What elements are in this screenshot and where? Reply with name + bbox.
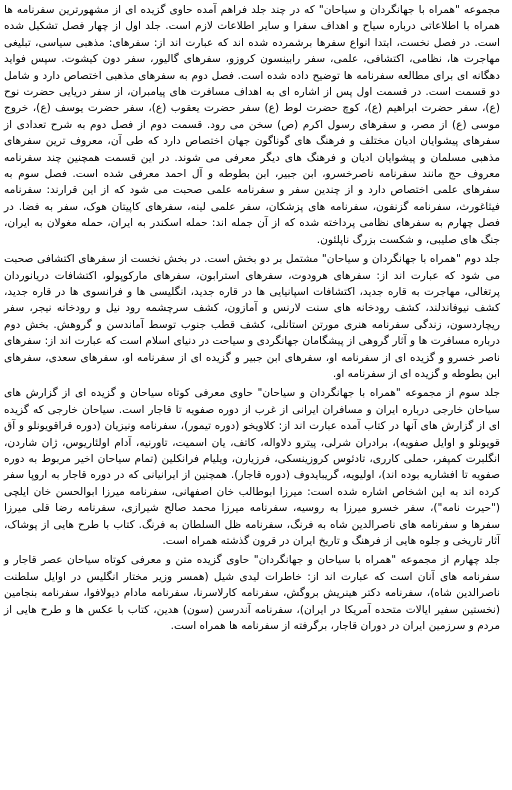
- paragraph-volume-1: مجموعه "همراه با جهانگردان و سیاحان" که در چند جلد فراهم آمده حاوی گزیده ای از مشهورترین سفرنامه ها همراه با اطلاعاتی درباره سیاح و اهداف سفرا و سایر اطلاعات لازم است. جلد اول از چهار فصل تشکیل شده است. در فصل نخست، ابتدا انواع سفرها برشمرده شده اند که عبارت اند از: سفرهای: مذهبی سیاسی، تبلیغی مهاجرت ها، نظامی، اکتشافی، علمی، سفر رابینسون کروزو، سفرهای گالیور، سفر دون کیشوت. سپس فواید دهگانه ای برای مطالعه سفرنامه ها توضیح داده شده است. فصل دوم به سفرهای مذهبی اختصاص دارد و شامل دو قسمت است. در قسمت اول پس از اشاره ای به اهداف مسافرت های پیامبران، از سفر دریایی حضرت نوح (ع)، سفر حضرت ابراهیم (ع)، کوچ حضرت لوط (ع) سفر حضرت یعقوب (ع)، سفر حضرت یوسف (ع)، خروج موسی (ع) از مصر، و سفرهای رسول اکرم (ص) سخن می رود. قسمت دوم از فصل دوم به شرح تعدادی از سفرهای پیشوایان ادیان مختلف و فرهنگ های گوناگون جهان اختصاص دارد که طی آن، معروف ترین سفرهای مذهبی مسلمان و پیشوایان ادیان و فرهنگ های دیگر معرفی می شوند. در این قسمت همچنین چند سفرنامه معروف حج مانند سفرنامه ناصرخسرو، ابن جبیر، ابن بطوطه و آل احمد معرفی شده است. فصل سوم به سفرهای علمی اختصاص دارد و از چندین سفر و سفرنامه علمی صحبت می شود که از این قرارند: سفرنامه فیثاغورث، سفرنامه گزنفون، سفرنامه های پزشکان، سفر علمی لینه، سفرهای کاپیتان هوک، سفر به فضا. در فصل چهارم به سفرهای نظامی پرداخته شده که از آن جمله اند: حمله اسکندر به ایران، حمله مغولان به ایران، جنگ های صلیبی، و شکست بزرگ ناپلئون.: [4, 4, 500, 246]
- paragraph-volume-2: جلد دوم "همراه با جهانگردان و سیاحان" مشتمل بر دو بخش است. در بخش نخست از سفرهای اکتشافی صحبت می شود که عبارت اند از: سفرهای هرودوت، سفرهای استرابون، سفرهای مارکوپولو، اکتشافات دریانوردان پرتغالی، مهاجرت به قاره جدید، اکتشافات اسپانیایی ها در قاره جدید، انگلیسی ها و فرانسوی ها در قاره جدید، کشف نیوفاندلند، کشف رودخانه های سنت لارنس و آمازون، کشف سرچشمه رود نیل و رودخانه نیجر، سفر ریچاردسون، زندگی سفرنامه هنری مورتن استانلی، کشف قطب جنوب توسط آماندسن و گروهش. بخش دوم درباره مسافرت ها و آثار گروهی از پیشگامان جهانگردی و سیاحت در دنیای اسلام است که عبارت اند از: سفرهای ناصر خسرو و گزیده ای از سفرنامه او، سفرهای ابن جبیر و گزیده ای از سفرنامه او، سفرهای سعدی، سفرهای ابن بطوطه و گزیده ای از سفرنامه او.: [4, 253, 500, 380]
- paragraph-volume-4: جلد چهارم از مجموعه "همراه با سیاحان و جهانگردان" حاوی گزیده متن و معرفی کوتاه سیاحان عصر قاجار و سفرنامه های آنان است که عبارت اند از: خاطرات لیدی شیل (همسر وزیر مختار انگلیس در اوایل سلطنت ناصرالدین شاه)، سفرنامه دکتر هینریش بروگش، سفرنامه کارلاسرنا، سفرنامه مادام دیولافوا، سفرنامه بنجامین (نخستین سفیر ایالات متحده آمریکا در ایران)، سفرنامه آندرسن (سون) هدین، کتاب با عکس ها و طرح هایی از مردم و سرزمین ایران در دوران قاجار، برگرفته از سفرنامه ها همراه است.: [4, 554, 500, 633]
- paragraph-volume-3: جلد سوم از مجموعه "همراه با جهانگردان و سیاحان" حاوی معرفی کوتاه سیاحان و گزیده ای از گزارش های سیاحان خارجی درباره ایران و مسافران ایرانی از غرب از دوره صفویه تا قاجار است. سیاحان خارجی که گزیده ای از گزارش های آنها در کتاب آمده عبارت اند از: کلاویخو (دوره تیمور)، سفرنامه ونیزیان (دوره قراقویونلو و آق قویونلو و اوایل صفویه)، برادران شرلی، پیترو دلاواله، کاتف، یان اسمیت، تاورنیه، آدام اولئاریوس، ژان شاردن، انگلبرت کمپفر، حملی کارری، تادئوس کروزینسکی، فرزیارن، ویلیام فرانکلین (تمام سیاحان اخیر مربوط به دوره صفویه تا افشاریه بوده اند)، اولیویه، گریبایدوف (دوره قاجار). همچنین از ایرانیانی که در دوره قاجار به اروپا سفر کرده اند به این اشخاص اشاره شده است: میرزا ابوطالب خان اصفهانی، سفرنامه میرزا ابوالحسن خان ایلچی ("حیرت نامه")، سفر خسرو میرزا به روسیه، سفرنامه میرزا محمد صالح شیرازی، سفرنامه رضا قلی میرزا سفرها و سفرنامه های ناصرالدین شاه به فرنگ، سفرنامه ظل السلطان به فرنگ. کتاب با طرح هایی از پوشاک، آثار تاریخی و جلوه هایی از فرهنگ و تاریخ ایران در قرون گذشته همراه است.: [4, 387, 500, 547]
